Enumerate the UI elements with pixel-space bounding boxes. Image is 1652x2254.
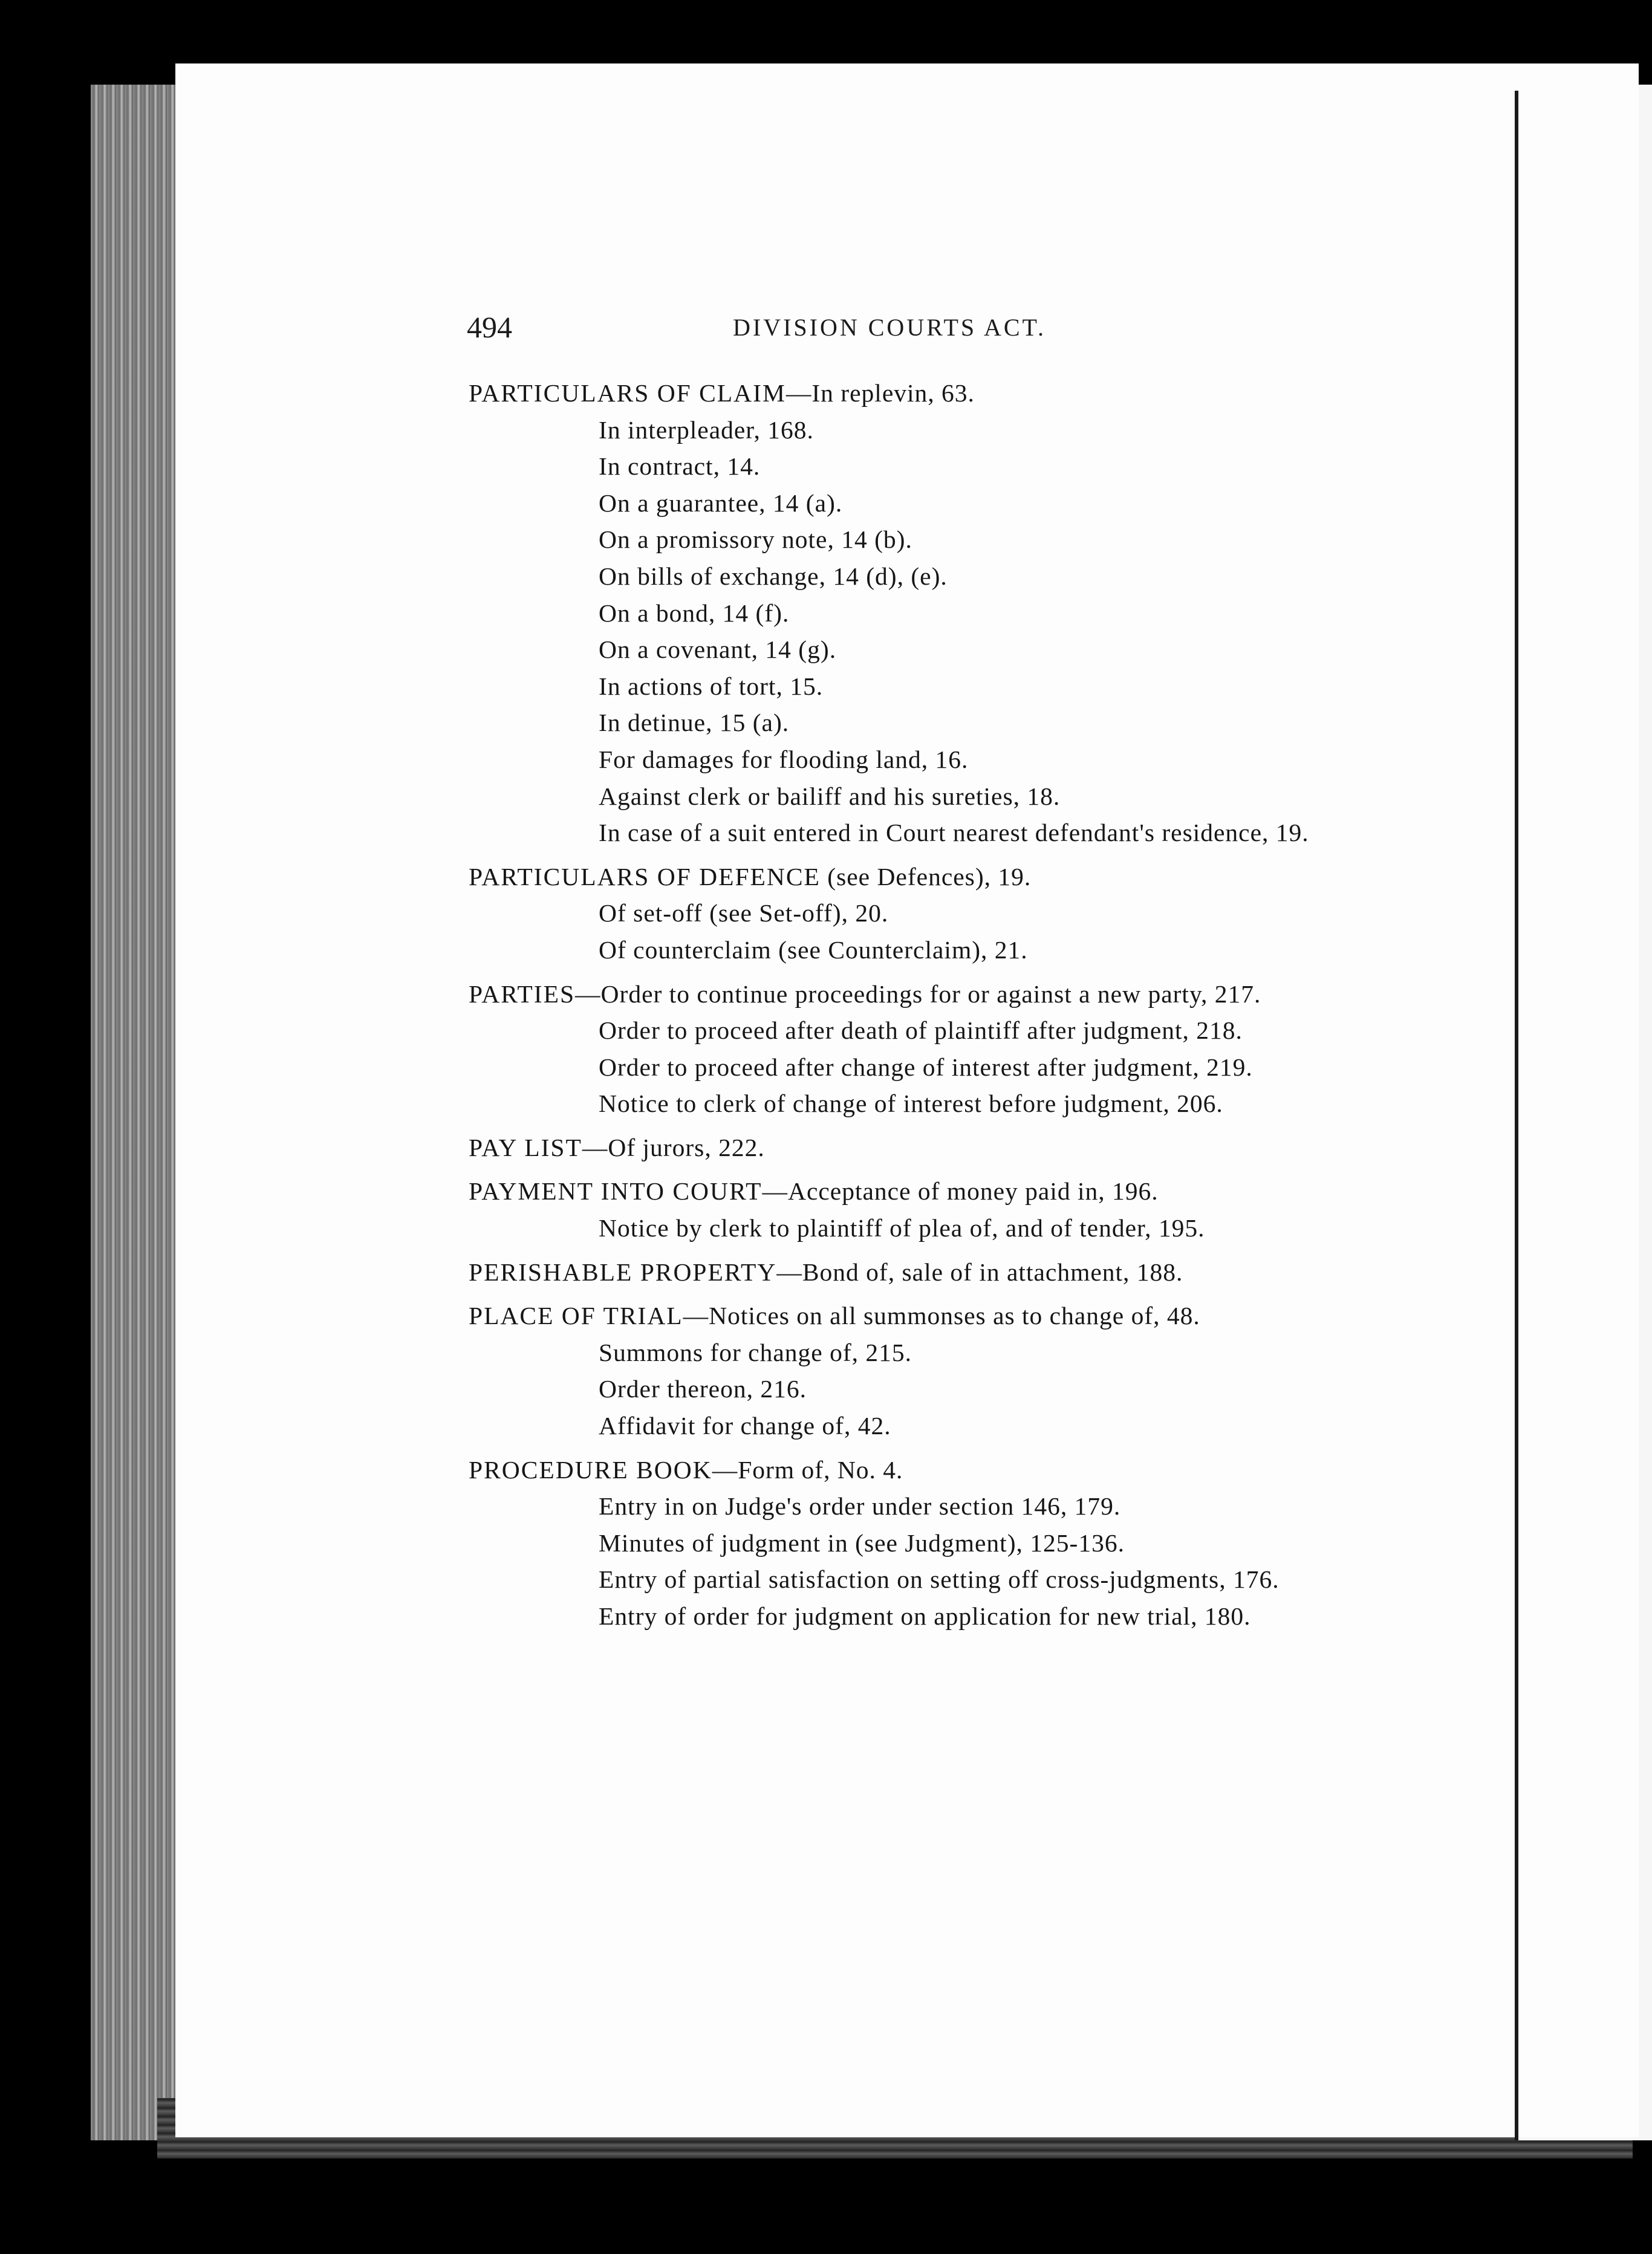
index-entry <box>469 1298 1327 1444</box>
sub-entry: On a guarantee, 14 (a). <box>599 489 843 517</box>
index-entry <box>469 375 1327 851</box>
sub-entry: Entry of partial satisfaction on setting off cross-judgments, 176. <box>599 1565 1280 1594</box>
sub-entry: On a promissory note, 14 (b). <box>599 525 912 554</box>
entry-heading: PAY LIST <box>469 1133 582 1161</box>
running-title: DIVISION COURTS ACT. <box>733 314 1046 341</box>
sub-entry: In interpleader, 168. <box>599 415 814 444</box>
sub-entry: Entry of order for judgment on application for new trial, 180. <box>599 1602 1251 1630</box>
index-entry <box>469 1173 1327 1246</box>
entry-text: —Acceptance of money paid in, 196. <box>762 1177 1159 1206</box>
entry-text: —Order to continue proceedings for or against a new party, 217. <box>575 979 1261 1008</box>
sub-entry: Order thereon, 216. <box>599 1375 807 1403</box>
sub-entry: For damages for flooding land, 16. <box>599 745 969 773</box>
sub-entry: Minutes of judgment in (see Judgment), 125-136. <box>599 1528 1125 1557</box>
index-entry <box>469 1129 1327 1166</box>
entry-text: —Bond of, sale of in attachment, 188. <box>776 1258 1183 1286</box>
entry-text: (see Defences), 19. <box>820 862 1032 891</box>
sub-entry: Notice to clerk of change of interest before judgment, 206. <box>599 1090 1223 1118</box>
sub-entry: Entry in on Judge's order under section 146, 179. <box>599 1492 1121 1521</box>
entry-heading-line <box>469 1129 1327 1166</box>
index-body <box>469 375 1327 1635</box>
entry-heading-line <box>469 1254 1327 1291</box>
page-stack-edge <box>91 85 187 2140</box>
entry-heading: PARTICULARS OF CLAIM <box>469 379 786 407</box>
index-entry <box>469 976 1327 1122</box>
entry-text: —Of jurors, 222. <box>582 1133 765 1161</box>
index-entry <box>469 1254 1327 1291</box>
sub-entry: Order to proceed after death of plaintiff after judgment, 218. <box>599 1016 1243 1045</box>
sub-entry: In actions of tort, 15. <box>599 672 824 700</box>
sub-entry: Affidavit for change of, 42. <box>599 1412 891 1440</box>
sub-entry: In detinue, 15 (a). <box>599 709 790 737</box>
entry-heading: PARTIES <box>469 979 576 1008</box>
sub-entry: Of counterclaim (see Counterclaim), 21. <box>599 935 1028 964</box>
sub-entry: On a covenant, 14 (g). <box>599 635 837 664</box>
entry-heading-line <box>469 375 1327 412</box>
entry-text: —Form of, No. 4. <box>712 1455 903 1484</box>
index-entry <box>469 1452 1327 1635</box>
sub-entry: On bills of exchange, 14 (d), (e). <box>599 562 948 590</box>
sub-entry: Summons for change of, 215. <box>599 1338 912 1366</box>
sub-entry: Order to proceed after change of interest after judgment, 219. <box>599 1053 1253 1081</box>
sub-entry: Of set-off (see Set-off), 20. <box>599 899 889 927</box>
entry-heading: PLACE OF TRIAL <box>469 1302 683 1330</box>
page-gutter-line <box>1515 91 1518 2140</box>
entry-heading: PERISHABLE PROPERTY <box>469 1258 777 1286</box>
running-head <box>467 310 1072 352</box>
entry-heading-line <box>469 859 1327 895</box>
entry-heading-line <box>469 1173 1327 1210</box>
page-number: 494 <box>467 310 512 344</box>
sub-entry: Notice by clerk to plaintiff of plea of, and of tender, 195. <box>599 1214 1205 1242</box>
entry-heading-line <box>469 976 1327 1013</box>
entry-text: —Notices on all summonses as to change of, 48. <box>683 1302 1200 1330</box>
entry-heading: PROCEDURE BOOK <box>469 1455 712 1484</box>
sub-entry: Against clerk or bailiff and his sureties, 18. <box>599 782 1061 810</box>
entry-heading-line <box>469 1298 1327 1334</box>
sub-entry: On a bond, 14 (f). <box>599 599 790 627</box>
entry-text: —In replevin, 63. <box>785 379 975 407</box>
index-entry <box>469 859 1327 969</box>
entry-heading: PARTICULARS OF DEFENCE <box>469 862 821 891</box>
entry-heading-line <box>469 1452 1327 1489</box>
sub-entry: In contract, 14. <box>599 452 761 481</box>
sub-entry: In case of a suit entered in Court nearest defendant's residence, 19. <box>599 819 1309 847</box>
entry-heading: PAYMENT INTO COURT <box>469 1177 763 1206</box>
